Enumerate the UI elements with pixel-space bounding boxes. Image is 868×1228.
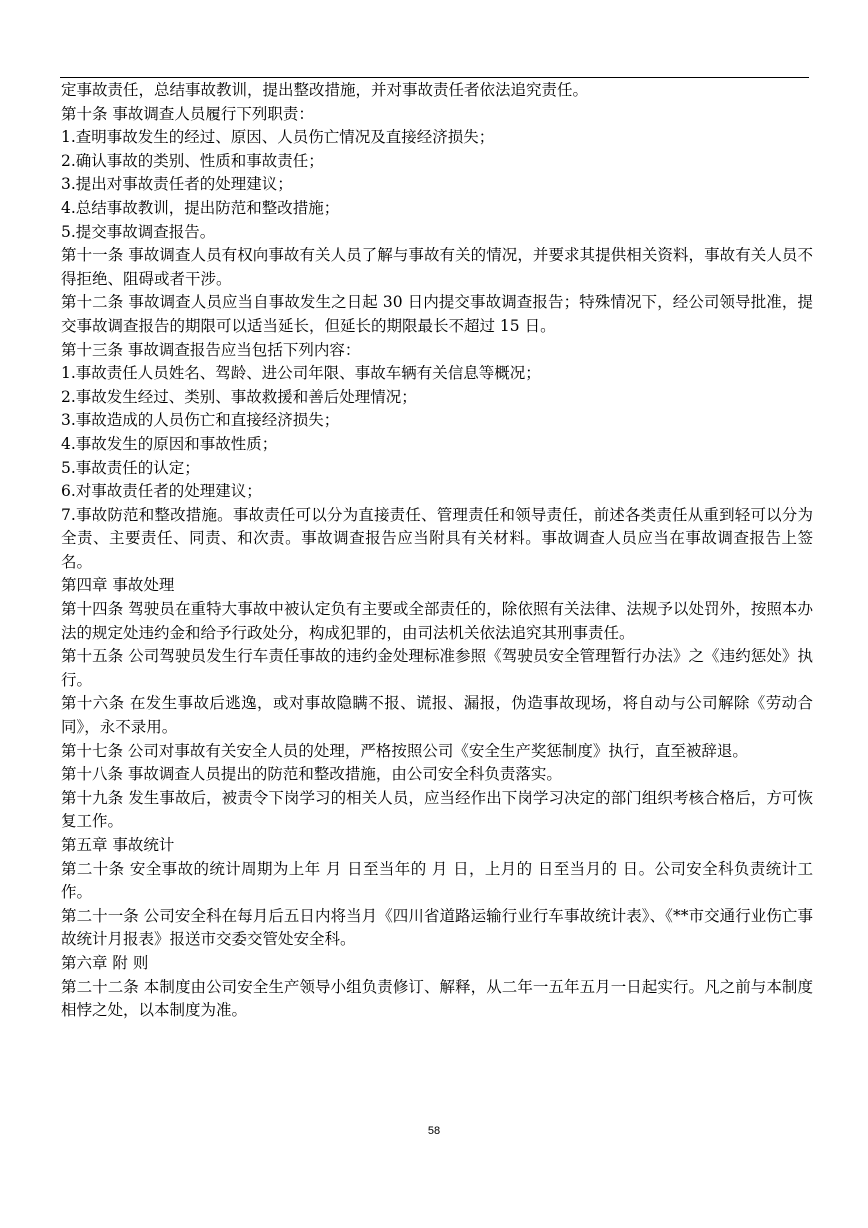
list-item: 5.事故责任的认定； xyxy=(61,458,200,477)
list-item: 7.事故防范和整改措施。事故责任可以分为直接责任、管理责任和领导责任，前述各类责任从重到轻可以分为全责、主要责任、同责、和次责。事故调查报告应当附具有关材料。事故调查人员应当在事故调查报告上签名。 xyxy=(61,505,813,571)
chapter-heading: 第四章 事故处理 xyxy=(61,576,175,595)
list-item: 5.提交事故调查报告。 xyxy=(61,222,216,241)
paragraph: 第十九条 发生事故后，被责令下岗学习的相关人员，应当经作出下岗学习决定的部门组织考核合格后，方可恢复工作。 xyxy=(61,788,813,831)
paragraph: 第二十条 安全事故的统计周期为上年 月 日至当年的 月 日，上月的 日至当月的 日。公司安全科负责统计工作。 xyxy=(61,859,813,902)
paragraph: 第二十一条 公司安全科在每月后五日内将当月《四川省道路运输行业行车事故统计表》、《**市交通行业伤亡事故统计月报表》报送市交委交管处安全科。 xyxy=(61,906,813,949)
list-item: 2.确认事故的类别、性质和事故责任； xyxy=(61,151,324,170)
list-item: 4.事故发生的原因和事故性质； xyxy=(61,434,278,453)
list-item: 1.查明事故发生的经过、原因、人员伤亡情况及直接经济损失； xyxy=(61,128,495,147)
list-item: 3.事故造成的人员伤亡和直接经济损失； xyxy=(61,411,340,430)
paragraph: 定事故责任，总结事故教训，提出整改措施，并对事故责任者依法追究责任。 xyxy=(61,81,589,99)
article-heading: 第十条 事故调查人员履行下列职责： xyxy=(61,104,314,123)
page-number: 58 xyxy=(427,1125,441,1137)
list-item: 4.总结事故教训，提出防范和整改措施； xyxy=(61,198,340,217)
paragraph: 第十二条 事故调查人员应当自事故发生之日起 30 日内提交事故调查报告；特殊情况下，经公司领导批准，提交事故调查报告的期限可以适当延长，但延长的期限最长不超过 15 日。 xyxy=(61,293,813,335)
chapter-heading: 第五章 事故统计 xyxy=(61,836,175,854)
chapter-heading: 第六章 附 则 xyxy=(61,953,149,972)
paragraph: 第十四条 驾驶员在重特大事故中被认定负有主要或全部责任的，除依照有关法律、法规予以处罚外，按照本办法的规定处违约金和给予行政处分，构成犯罪的，由司法机关依法追究其刑事责任。 xyxy=(61,600,813,642)
document-body xyxy=(61,79,813,1023)
article-heading: 第十三条 事故调查报告应当包括下列内容： xyxy=(61,340,361,359)
paragraph: 第十五条 公司驾驶员发生行车责任事故的违约金处理标准参照《驾驶员安全管理暂行办法》之《违约惩处》执行。 xyxy=(61,647,813,689)
header-rule xyxy=(60,77,809,78)
list-item: 1.事故责任人员姓名、驾龄、进公司年限、事故车辆有关信息等概况； xyxy=(61,364,541,383)
paragraph: 第二十二条 本制度由公司安全生产领导小组负责修订、解释，从二年一五年五月一日起实行。凡之前与本制度相悖之处，以本制度为准。 xyxy=(61,977,813,1020)
list-item: 3.提出对事故责任者的处理建议； xyxy=(61,175,293,194)
paragraph: 第十八条 事故调查人员提出的防范和整改措施，由公司安全科负责落实。 xyxy=(61,765,562,784)
list-item: 2.事故发生经过、类别、事故救援和善后处理情况； xyxy=(61,387,417,406)
paragraph: 第十七条 公司对事故有关安全人员的处理，严格按照公司《安全生产奖惩制度》执行，直至被辞退。 xyxy=(61,741,748,760)
list-item: 6.对事故责任者的处理建议； xyxy=(61,482,262,501)
paragraph: 第十一条 事故调查人员有权向事故有关人员了解与事故有关的情况，并要求其提供相关资料，事故有关人员不得拒绝、阻碍或者干涉。 xyxy=(61,246,813,288)
paragraph: 第十六条 在发生事故后逃逸，或对事故隐瞒不报、谎报、漏报，伪造事故现场，将自动与公司解除《劳动合同》，永不录用。 xyxy=(61,694,813,737)
